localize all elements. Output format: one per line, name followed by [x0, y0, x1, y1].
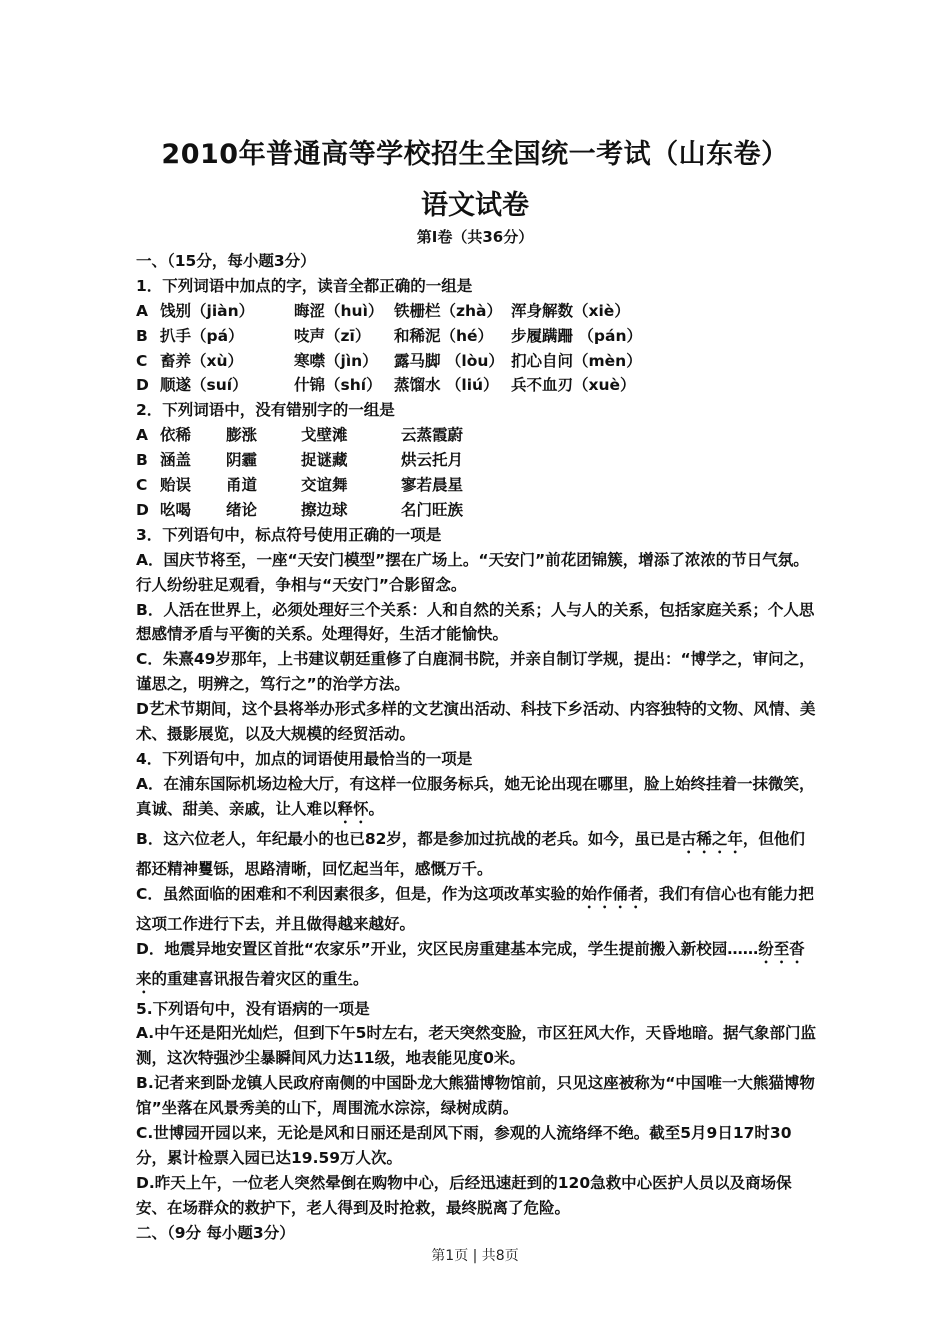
option-paragraph: B．人活在世界上，必须处理好三个关系：人和自然的关系；人与人的关系，包括家庭关系；个人思想感情矛盾与平衡的关系。处理得好，生活才能愉快。 [136, 600, 815, 644]
option-text: 。 [368, 799, 385, 818]
option-paragraph [136, 772, 816, 827]
option-term: 捉谜藏 [301, 451, 348, 470]
option-row [136, 373, 816, 398]
option-text: B．这六位老人，年纪最小的也已82岁，都是参加过抗战的老兵。如今，虽已是 [136, 829, 681, 848]
option-term: 扪心自问（mèn） [511, 351, 642, 370]
option-term: 寥若晨星 [401, 476, 464, 495]
option-paragraph: D.昨天上午，一位老人突然晕倒在购物中心，后经迅速赶到的120急救中心医护人员以及商场保安、在场群众的救护下，老人得到及时抢救，最终脱离了危险。 [136, 1173, 792, 1217]
option-term: 和稀泥（hé） [394, 326, 494, 345]
exam-content [136, 249, 816, 1246]
dotted-term: 古稀之年 [680, 829, 743, 848]
option-text: ，但他们都还精神矍铄，思路清晰，回忆起当年，感慨万千。 [136, 829, 805, 878]
question-stem: 5.下列语句中，没有语病的一项是 [136, 999, 370, 1018]
option-term: 阴霾 [226, 451, 258, 470]
volume-heading: 第Ⅰ卷（共36分） [416, 228, 534, 246]
option-term: 晦涩（huì） [294, 301, 384, 320]
option-letter: B [136, 326, 148, 345]
option-paragraph [136, 937, 816, 997]
option-term: 戈壁滩 [301, 426, 348, 445]
option-text: D．地震异地安置区首批“农家乐”开业，灾区民房重建基本完成，学生提前搬入新校园…… [136, 939, 759, 958]
option-paragraph: A.中午还是阳光灿烂，但到下午5时左右，老天突然变脸，市区狂风大作，天昏地暗。据气象部门监测，这次特强沙尘暴瞬间风力达11级，地表能见度0米。 [136, 1024, 816, 1068]
option-text: A．在浦东国际机场边检大厅，有这样一位服务标兵，她无论出现在哪里，脸上始终挂着一抹微笑，真诚、甜美、亲戚，让人难以 [136, 774, 815, 818]
option-term: 蒸馏水 （liú） [394, 376, 499, 395]
question-stem: 3．下列语句中，标点符号使用正确的一项是 [136, 525, 442, 544]
option-row [136, 349, 816, 374]
option-paragraph: A．国庆节将至，一座“天安门模型”摆在广场上。“天安门”前花团锦簇，增添了浓浓的节日气氛。行人纷纷驻足观看，争相与“天安门”合影留念。 [136, 550, 809, 594]
option-term: 顺遂（suí） [160, 376, 248, 395]
option-letter: D [136, 376, 149, 395]
option-letter: C [136, 351, 148, 370]
question-stem: 4．下列语句中，加点的词语使用最恰当的一项是 [136, 749, 473, 768]
option-term: 畜养（xù） [160, 351, 244, 370]
option-paragraph: C．朱熹49岁那年，上书建议朝廷重修了白鹿洞书院，并亲自制订学规，提出：“博学之，审问之，谨思之，明辨之，笃行之”的治学方法。 [136, 650, 815, 694]
section-heading: 一、（15分，每小题3分） [136, 252, 316, 270]
page-title: 2010年普通高等学校招生全国统一考试（山东卷） [161, 139, 789, 170]
option-term: 寒噤（jìn） [294, 351, 378, 370]
option-paragraph: B.记者来到卧龙镇人民政府南侧的中国卧龙大熊猫博物馆前，只见这座被称为“中国唯一大熊猫博物馆”坐落在风景秀美的山下，周围流水淙淙，绿树成荫。 [136, 1074, 815, 1118]
option-paragraph: D艺术节期间，这个县将举办形式多样的文艺演出活动、科技下乡活动、内容独特的文物、风情、美术、摄影展览，以及大规模的经贸活动。 [136, 700, 816, 744]
option-term: 饯别（jiàn） [160, 301, 255, 320]
option-text: ，我们有信心也有能力把这项工作进行下去，并且做得越来越好。 [136, 884, 814, 933]
option-term: 依稀 [160, 426, 192, 445]
option-term: 吱声（zī） [294, 326, 371, 345]
option-row [136, 498, 816, 523]
option-term: 云蒸霞蔚 [401, 426, 464, 445]
section-heading: 二、（9分 每小题3分） [136, 1223, 295, 1242]
option-term: 擦边球 [301, 500, 348, 519]
option-term: 兵不血刃（xuè） [511, 376, 636, 395]
option-term: 烘云托月 [401, 451, 464, 470]
option-letter: A [136, 301, 148, 320]
option-term: 扒手（pá） [160, 326, 244, 345]
option-term: 绪论 [226, 500, 258, 519]
page-subtitle: 语文试卷 [421, 190, 529, 221]
option-row [136, 448, 816, 473]
option-text: C．虽然面临的困难和不利因素很多，但是，作为这项改革实验的 [136, 884, 582, 903]
option-text: 的重建喜讯报告着灾区的重生。 [151, 969, 369, 988]
question-stem: 2．下列词语中，没有错别字的一组是 [136, 401, 395, 420]
option-term: 名门旺族 [401, 500, 464, 519]
option-paragraph: C.世博园开园以来，无论是风和日丽还是刮风下雨，参观的人流络绎不绝。截至5月9日17时30分，累计检票入园已达19.59万人次。 [136, 1124, 792, 1167]
option-term: 步履蹒跚 （pán） [511, 326, 642, 345]
dotted-term: 纷至沓来 [136, 939, 805, 988]
option-term: 吆喝 [160, 500, 192, 519]
option-term: 露马脚 （lòu） [394, 351, 504, 370]
option-letter: D [136, 500, 149, 519]
option-letter: C [136, 476, 148, 495]
option-letter: A [136, 426, 148, 445]
option-term: 什锦（shí） [294, 376, 382, 395]
dotted-term: 释怀 [337, 799, 369, 818]
option-term: 贻误 [160, 476, 192, 495]
question-stem: 1．下列词语中加点的字，读音全都正确的一组是 [136, 276, 473, 295]
option-term: 涵盖 [160, 451, 192, 470]
option-term: 浑身解数（xiè） [511, 301, 630, 320]
option-row [136, 299, 816, 324]
dotted-term: 始作俑者 [581, 884, 644, 903]
option-letter: B [136, 451, 148, 470]
option-paragraph [136, 827, 816, 882]
option-row [136, 423, 816, 448]
option-term: 铁栅栏（zhà） [394, 301, 503, 320]
option-row [136, 324, 816, 349]
option-paragraph [136, 882, 816, 937]
page-footer: 第1页 | 共8页 [431, 1248, 519, 1264]
option-term: 交谊舞 [301, 476, 348, 495]
option-row [136, 473, 816, 498]
option-term: 甬道 [226, 476, 258, 495]
option-term: 膨涨 [226, 426, 258, 445]
